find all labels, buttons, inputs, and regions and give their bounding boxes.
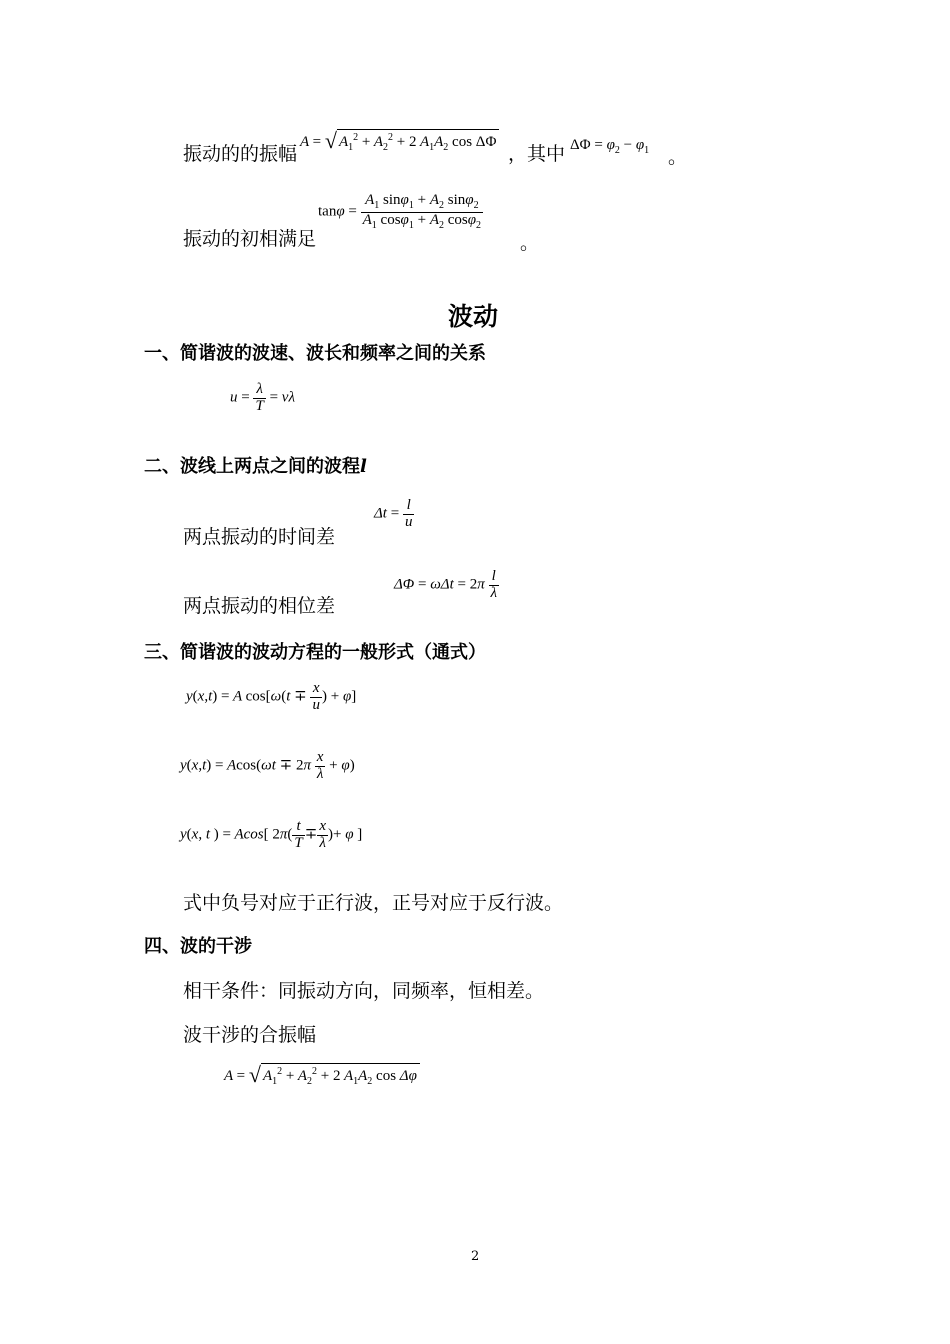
- formula-time-difference: Δt = $\frac{l}{u}$: [374, 497, 413, 530]
- vib-phase-end: 。: [520, 232, 540, 254]
- heading-2-text: 二、波线上两点之间的波程: [144, 456, 360, 477]
- formula-phase-difference: ΔΦ = ωΔt = 2π $\frac{l}{\lambda}$: [394, 568, 497, 601]
- formula-resultant-amplitude: A = √ $A_1^2 + A_2^2 + 2$ $A_1A_2$ cos ΔΦ: [300, 128, 499, 154]
- sign-note: 式中负号对应于正行波，正号对应于反行波。: [183, 892, 564, 914]
- formula-initial-phase: tanφ = $\frac{A_1 \sin\varphi_1 + A_2 \sin\varphi_2}{A_1 \cos\varphi_1 + A_2 \cos\varphi_2}$: [318, 192, 482, 231]
- coherent-condition: 相干条件：同振动方向，同频率，恒相差。: [183, 980, 545, 1002]
- heading-2-symbol: l: [360, 456, 367, 477]
- page-number: 2: [471, 1249, 480, 1264]
- interference-amp-label: 波干涉的合振幅: [183, 1024, 317, 1046]
- formula-interference-amplitude: A = √ $A_1^2 + A_2^2 + 2$ $A_1A_2$ cos Δφ: [224, 1062, 420, 1088]
- vib-amp-mid: ，其中: [508, 143, 566, 165]
- formula-phase-difference-def: $\Delta\Phi = \varphi_2 - \varphi_1$: [570, 137, 650, 156]
- heading-1: 一、简谐波的波速、波长和频率之间的关系: [144, 343, 486, 364]
- section-title: 波动: [448, 302, 499, 331]
- vib-amp-label: 振动的的振幅: [183, 143, 298, 165]
- heading-3: 三、简谐波的波动方程的一般形式（通式）: [144, 642, 486, 663]
- phase-diff-label: 两点振动的相位差: [183, 595, 336, 617]
- vib-phase-label: 振动的初相满足: [183, 228, 317, 250]
- formula-wave-speed: u = $\frac{\lambda}{T}$ = νλ: [230, 381, 295, 414]
- formula-wave-equation-1: y(x,t) = A cos[ω(t ∓ $\frac{x}{u}$ ) + φ]: [186, 680, 357, 713]
- time-diff-label: 两点振动的时间差: [183, 526, 336, 548]
- heading-4: 四、波的干涉: [144, 936, 252, 957]
- heading-2: [144, 452, 367, 478]
- vib-amp-end: 。: [668, 146, 688, 168]
- formula-wave-equation-3: y(x, t ) = Acos[ 2π( $\frac{t}{T}$ ∓ $\frac{x}{\lambda}$ )+ φ ]: [180, 818, 363, 851]
- formula-wave-equation-2: y(x,t) = Acos(ωt ∓ 2π $\frac{x}{\lambda}$ + φ): [180, 749, 355, 782]
